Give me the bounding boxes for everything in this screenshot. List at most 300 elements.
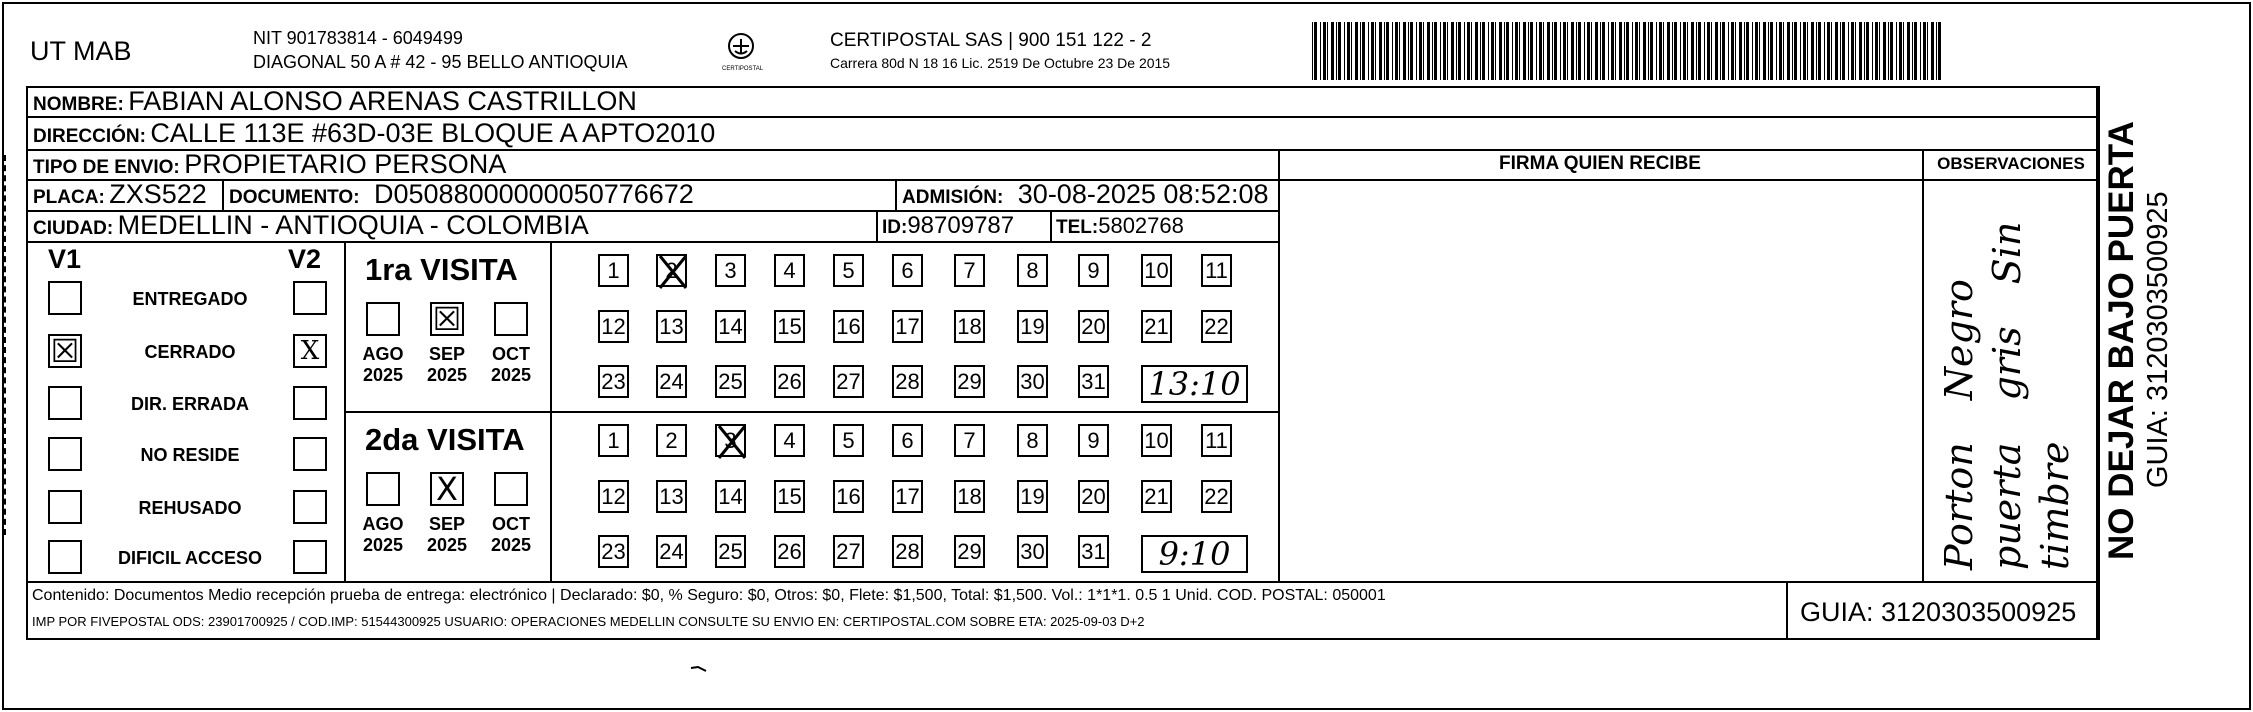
barcode-bar — [1608, 22, 1609, 80]
admission-value: 30-08-2025 08:52:08 — [1017, 179, 1269, 209]
visit2-day-box[interactable] — [1141, 480, 1172, 513]
id-value: 98709787 — [907, 212, 1015, 239]
visit1-day-number: 5 — [842, 258, 855, 283]
shipment-type: PROPIETARIO PERSONA — [184, 149, 507, 179]
visit2-year-label: 2025 — [362, 535, 404, 555]
visit1-day-box[interactable] — [656, 310, 687, 343]
visit2-day-box[interactable] — [954, 424, 985, 457]
visit2-day-box[interactable] — [1078, 424, 1109, 457]
visit1-day-box[interactable] — [656, 254, 687, 287]
name-label: NOMBRE: — [33, 94, 124, 115]
barcode-bar — [1707, 22, 1710, 80]
visit2-time-value: 9:10 — [1158, 535, 1231, 573]
id-cell — [882, 210, 1014, 244]
visit2-day-box[interactable] — [1141, 424, 1172, 457]
barcode-bar — [1530, 22, 1533, 80]
visit1-day-number: 19 — [1020, 314, 1045, 339]
barcode-bar — [1770, 22, 1773, 80]
sender-name: UT MAB — [30, 36, 132, 66]
visit2-day-box[interactable] — [774, 424, 805, 457]
visit1-day-box[interactable] — [833, 365, 864, 398]
visit1-day-number: 28 — [895, 369, 920, 394]
barcode-bar — [1680, 22, 1681, 80]
visit1-day-number: 8 — [1026, 258, 1039, 283]
visit1-day-check-mark — [656, 252, 692, 292]
status-option-label: CERRADO — [144, 342, 236, 362]
document-value: D05088000000050776672 — [374, 179, 694, 209]
visit2-day-number: 6 — [901, 428, 914, 453]
barcode-bar — [1416, 22, 1417, 80]
side-notice: NO DEJAR BAJO PUERTA — [2102, 121, 2141, 560]
visit2-day-number: 22 — [1204, 484, 1229, 509]
visit2-day-box[interactable] — [954, 535, 985, 568]
visit2-day-box[interactable] — [1017, 535, 1048, 568]
barcode-bar — [1539, 22, 1542, 80]
visit2-day-box[interactable] — [1078, 480, 1109, 513]
document-label: DOCUMENTO: — [229, 187, 360, 208]
barcode-bar — [1360, 22, 1361, 80]
barcode-bar — [1331, 22, 1334, 80]
visit1-day-box[interactable] — [954, 310, 985, 343]
barcode-bar — [1423, 22, 1424, 80]
visit2-day-number: 30 — [1020, 539, 1045, 564]
barcode-bar — [1735, 22, 1736, 80]
visit1-day-number: 29 — [957, 369, 982, 394]
visit2-day-number: 9 — [1087, 428, 1100, 453]
visit2-day-number: 21 — [1144, 484, 1169, 509]
barcode-bar — [1907, 22, 1910, 80]
barcode-bar — [1746, 22, 1749, 80]
visit1-day-box[interactable] — [1141, 310, 1172, 343]
visit1-day-box[interactable] — [833, 254, 864, 287]
v1-checkbox[interactable]: ☒ — [48, 334, 82, 368]
visit2-day-box[interactable] — [715, 424, 746, 457]
barcode-bar — [1883, 22, 1886, 80]
barcode-bar — [1362, 22, 1365, 80]
visit1-day-number: 2 — [665, 258, 678, 283]
left-margin-dash — [4, 155, 6, 535]
observations-header: OBSERVACIONES — [1937, 154, 2085, 173]
v2-checkbox[interactable] — [293, 490, 327, 524]
barcode-bar — [1355, 22, 1358, 80]
barcode-bar — [1696, 22, 1697, 80]
visit2-year-label: 2025 — [490, 535, 532, 555]
visit1-day-number: 13 — [659, 314, 684, 339]
visit2-day-box[interactable] — [715, 480, 746, 513]
shipment-type-label: TIPO DE ENVIO: — [33, 157, 180, 178]
visit2-day-box[interactable] — [892, 535, 923, 568]
barcode-bar — [1467, 22, 1470, 80]
visit2-day-number: 1 — [607, 428, 620, 453]
barcode-bar — [1663, 22, 1664, 80]
tel-value: 5802768 — [1098, 213, 1184, 238]
name-row — [33, 86, 637, 121]
admission-label: ADMISIÓN: — [902, 187, 1004, 208]
signature-header: FIRMA QUIEN RECIBE — [1499, 153, 1701, 174]
visit1-month-checkbox[interactable] — [494, 302, 528, 336]
visit2-day-box[interactable] — [1201, 424, 1232, 457]
visit1-day-box[interactable] — [892, 310, 923, 343]
visit1-month-label: AGO — [362, 344, 404, 364]
plate-label: PLACA: — [33, 187, 105, 208]
visit2-day-box[interactable] — [715, 535, 746, 568]
barcode-bar — [1499, 22, 1502, 80]
visit1-day-box[interactable] — [598, 254, 629, 287]
tel-divider — [1050, 210, 1052, 241]
visit2-day-box[interactable] — [656, 535, 687, 568]
v1-checkbox[interactable] — [48, 386, 82, 420]
id-label: ID: — [882, 217, 908, 238]
visit2-day-number: 2 — [665, 428, 678, 453]
visit1-day-box[interactable] — [715, 310, 746, 343]
visit1-month-label: SEP — [428, 344, 466, 364]
barcode-bar — [1595, 22, 1598, 80]
barcode-bar — [1528, 22, 1529, 80]
barcode-bar — [1763, 22, 1766, 80]
v1-checkbox[interactable] — [48, 490, 82, 524]
barcode-bar — [1314, 22, 1317, 80]
barcode-bar — [1794, 22, 1797, 80]
barcode-bar — [1471, 22, 1472, 80]
barcode-bar — [1327, 22, 1328, 80]
barcode-bar — [1890, 22, 1893, 80]
visit2-day-box[interactable] — [833, 535, 864, 568]
barcode-bar — [1491, 22, 1494, 80]
barcode-bar — [1523, 22, 1526, 80]
barcode-bar — [1464, 22, 1465, 80]
visit2-day-box[interactable] — [774, 480, 805, 513]
visit1-day-number: 11 — [1205, 258, 1228, 283]
visit1-day-number: 20 — [1081, 314, 1106, 339]
visit1-day-number: 1 — [607, 258, 620, 283]
barcode-bar — [1674, 22, 1677, 80]
city-label: CIUDAD: — [33, 218, 114, 239]
status-option-label: REHUSADO — [138, 498, 242, 518]
visit1-day-box[interactable] — [954, 254, 985, 287]
barcode-bar — [1371, 22, 1374, 80]
visit1-year-label: 2025 — [490, 365, 532, 385]
barcode-bar — [1447, 22, 1448, 80]
visit2-month-checkbox[interactable] — [494, 472, 528, 506]
visit2-time-box[interactable] — [1141, 535, 1248, 573]
visit2-day-box[interactable] — [598, 535, 629, 568]
visit1-day-box[interactable] — [892, 254, 923, 287]
barcode-bar — [1488, 22, 1489, 80]
visit2-day-number: 11 — [1205, 428, 1228, 453]
visit2-day-box[interactable] — [1201, 480, 1232, 513]
barcode-bar — [1519, 22, 1520, 80]
visit1-day-box[interactable] — [1017, 310, 1048, 343]
barcode-bar — [1672, 22, 1673, 80]
visit1-day-number: 12 — [601, 314, 626, 339]
barcode-bar — [1552, 22, 1553, 80]
visit2-day-number: 13 — [659, 484, 684, 509]
v1-checkbox[interactable] — [48, 437, 82, 471]
barcode-bar — [1752, 22, 1753, 80]
side-guia: GUIA: 3120303500925 — [2142, 191, 2174, 488]
visit1-day-number: 31 — [1081, 369, 1106, 394]
barcode-bar — [1875, 22, 1878, 80]
visit2-day-number: 7 — [963, 428, 976, 453]
status-option-label: ENTREGADO — [132, 289, 248, 309]
visit2-day-number: 12 — [601, 484, 626, 509]
barcode-bar — [1456, 22, 1457, 80]
visit1-day-box[interactable] — [1201, 254, 1232, 287]
visit2-day-box[interactable] — [774, 535, 805, 568]
barcode-bar — [1587, 22, 1590, 80]
visit1-month-checkbox[interactable] — [366, 302, 400, 336]
visit1-day-box[interactable] — [656, 365, 687, 398]
visit1-day-number: 23 — [601, 369, 626, 394]
recipient-address: CALLE 113E #63D-03E BLOQUE A APTO2010 — [150, 118, 716, 148]
barcode-bar — [1576, 22, 1577, 80]
visit1-day-number: 21 — [1144, 314, 1169, 339]
status-option-label: NO RESIDE — [140, 445, 240, 465]
footer-guia: GUIA: 3120303500925 — [1800, 597, 2077, 627]
barcode-bar — [1619, 22, 1622, 80]
v2-checkbox[interactable] — [293, 437, 327, 471]
visit1-day-number: 6 — [901, 258, 914, 283]
footer-guia-divider — [1786, 581, 1788, 640]
visit2-day-number: 10 — [1144, 428, 1169, 453]
visit2-day-number: 24 — [659, 539, 684, 564]
visit2-day-box[interactable] — [1017, 480, 1048, 513]
barcode-bar — [1731, 22, 1734, 80]
visit1-day-box[interactable] — [1201, 310, 1232, 343]
barcode-bar — [1434, 22, 1437, 80]
visit1-day-box[interactable] — [598, 365, 629, 398]
barcode-bar — [1554, 22, 1557, 80]
visit2-day-box[interactable] — [892, 424, 923, 457]
visit2-day-box[interactable] — [598, 424, 629, 457]
barcode-bar — [1626, 22, 1629, 80]
visit2-day-number: 5 — [842, 428, 855, 453]
visit1-day-box[interactable] — [1017, 365, 1048, 398]
barcode-bar — [1872, 22, 1873, 80]
visit1-day-box[interactable] — [1017, 254, 1048, 287]
barcode-bar — [1859, 22, 1862, 80]
barcode-bar — [1443, 22, 1446, 80]
v2-checkbox[interactable] — [293, 540, 327, 574]
v1-label: V1 — [48, 244, 82, 274]
barcode-bar — [1920, 22, 1921, 80]
visit2-month-label: SEP — [428, 514, 466, 534]
v2-checkbox[interactable] — [293, 281, 327, 315]
barcode-bar — [1811, 22, 1814, 80]
barcode-bar — [1792, 22, 1793, 80]
visit2-month-label: OCT — [492, 514, 530, 534]
visit2-day-box[interactable] — [1017, 424, 1048, 457]
barcode-bar — [1807, 22, 1808, 80]
barcode-bar — [1927, 22, 1928, 80]
visit2-day-box[interactable] — [954, 480, 985, 513]
plate-divider — [222, 179, 224, 210]
visit1-day-box[interactable] — [715, 365, 746, 398]
visit2-day-number: 8 — [1026, 428, 1039, 453]
visit2-day-number: 20 — [1081, 484, 1106, 509]
visit2-day-box[interactable] — [892, 480, 923, 513]
barcode-bar — [1818, 22, 1821, 80]
barcode-bar — [1440, 22, 1441, 80]
barcode-bar — [1408, 22, 1409, 80]
visit1-day-number: 26 — [777, 369, 802, 394]
courier-address: Carrera 80d N 18 16 Lic. 2519 De Octubre 23 De 2015 — [830, 55, 1171, 71]
barcode-bar — [1720, 22, 1721, 80]
visit1-day-box[interactable] — [833, 310, 864, 343]
visit1-day-box[interactable] — [1141, 254, 1172, 287]
signature-col-left — [1278, 149, 1280, 581]
barcode-bar — [1835, 22, 1838, 80]
barcode-bar — [1482, 22, 1485, 80]
visit2-day-box[interactable] — [833, 424, 864, 457]
admission-cell — [902, 179, 1269, 214]
barcode-bar — [1312, 22, 1313, 80]
barcode-bar — [1643, 22, 1646, 80]
barcode-bar — [1635, 22, 1638, 80]
barcode-bar — [1800, 22, 1801, 80]
barcode-bar — [1827, 22, 1830, 80]
plate-value: ZXS522 — [109, 179, 207, 209]
visit1-day-box[interactable] — [954, 365, 985, 398]
barcode-bar — [1386, 22, 1389, 80]
visit1-day-number: 25 — [718, 369, 743, 394]
plate-cell — [33, 179, 207, 214]
visit1-day-number: 16 — [836, 314, 861, 339]
visit2-day-box[interactable] — [833, 480, 864, 513]
visit2-day-check-mark — [715, 422, 751, 462]
visit2-month-checkbox[interactable] — [366, 472, 400, 506]
logo-caption: CERTIPOSTAL — [722, 66, 764, 72]
barcode-bar — [1351, 22, 1352, 80]
visit1-day-box[interactable] — [774, 365, 805, 398]
barcode-bar — [1506, 22, 1509, 80]
visit1-month-checkbox[interactable]: ☒ — [430, 302, 464, 336]
visit2-day-box[interactable] — [656, 424, 687, 457]
barcode-bar — [1683, 22, 1686, 80]
barcode-bar — [1515, 22, 1518, 80]
barcode-bar — [1344, 22, 1345, 80]
barcode-bar — [1338, 22, 1341, 80]
visit1-day-box[interactable] — [1078, 365, 1109, 398]
barcode-bar — [1759, 22, 1760, 80]
barcode-bar — [1547, 22, 1550, 80]
barcode-bar — [1624, 22, 1625, 80]
barcode-bar — [1632, 22, 1633, 80]
visit1-month-label: OCT — [492, 344, 530, 364]
barcode-bar — [1744, 22, 1745, 80]
visit-row-divider — [344, 411, 1278, 413]
visit1-day-box[interactable] — [774, 254, 805, 287]
visit1-year-label: 2025 — [426, 365, 468, 385]
barcode-bar — [1755, 22, 1758, 80]
visit2-day-number: 18 — [957, 484, 982, 509]
barcode-bar — [1855, 22, 1856, 80]
barcode-bar — [1936, 22, 1937, 80]
barcode-bar — [1504, 22, 1505, 80]
visit1-day-box[interactable] — [598, 310, 629, 343]
barcode-bar — [1803, 22, 1806, 80]
visit1-day-number: 7 — [963, 258, 976, 283]
barcode-bar — [1395, 22, 1398, 80]
sender-nit: NIT 901783814 - 6049499 — [253, 28, 463, 48]
visit1-day-box[interactable] — [892, 365, 923, 398]
visit1-day-number: 3 — [724, 258, 737, 283]
footer-print-info: IMP POR FIVEPOSTAL ODS: 23901700925 / COD.IMP: 51544300925 USUARIO: OPERACIONES MEDELLIN CONSULTE SU ENVIO EN: CERTIPOSTAL.COM SOBRE ETA: 2025-09-03 D+2 — [32, 614, 1145, 629]
visit2-month-label: AGO — [362, 514, 404, 534]
visit2-day-number: 26 — [777, 539, 802, 564]
visit2-day-number: 23 — [601, 539, 626, 564]
barcode-bar — [1591, 22, 1592, 80]
visit1-day-number: 14 — [718, 314, 743, 339]
barcode-bar — [1567, 22, 1568, 80]
v1-checkbox[interactable] — [48, 540, 82, 574]
address-label: DIRECCIÓN: — [33, 126, 146, 147]
barcode-bar — [1888, 22, 1889, 80]
status-option-label: DIFICIL ACCESO — [117, 548, 262, 568]
barcode-bar — [1864, 22, 1865, 80]
visit2-day-number: 28 — [895, 539, 920, 564]
barcode-bar — [1779, 22, 1782, 80]
visit1-day-box[interactable] — [1078, 310, 1109, 343]
barcode-bar — [1691, 22, 1694, 80]
visit1-day-box[interactable] — [1078, 254, 1109, 287]
visit1-day-number: 4 — [783, 258, 796, 283]
visit1-time-value: 13:10 — [1148, 365, 1241, 403]
barcode-bar — [1923, 22, 1926, 80]
barcode-bar — [1715, 22, 1718, 80]
v1-checkbox[interactable] — [48, 281, 82, 315]
barcode-bar — [1667, 22, 1670, 80]
visit1-year-label: 2025 — [362, 365, 404, 385]
visit1-day-box[interactable] — [715, 254, 746, 287]
visit2-month-checkbox[interactable]: X — [430, 472, 464, 506]
barcode-bar — [1879, 22, 1880, 80]
visit1-day-number: 9 — [1087, 258, 1100, 283]
visit2-day-box[interactable] — [1078, 535, 1109, 568]
barcode-bar — [1578, 22, 1581, 80]
barcode-bar — [1768, 22, 1769, 80]
visit2-year-label: 2025 — [426, 535, 468, 555]
tel-cell — [1056, 210, 1184, 244]
barcode-bar — [1323, 22, 1326, 80]
v2-checkbox[interactable]: X — [293, 334, 327, 368]
barcode-bar — [1536, 22, 1537, 80]
stray-mark — [690, 659, 708, 665]
barcode-bar — [1495, 22, 1496, 80]
barcode-bar — [1851, 22, 1854, 80]
barcode-bar — [1698, 22, 1701, 80]
v2-checkbox[interactable] — [293, 386, 327, 420]
visit1-day-number: 24 — [659, 369, 684, 394]
barcode-bar — [1399, 22, 1400, 80]
visit2-day-box[interactable] — [598, 480, 629, 513]
barcode-bar — [1938, 22, 1941, 80]
barcode-bar — [1584, 22, 1585, 80]
visit2-day-number: 4 — [783, 428, 796, 453]
barcode-bar — [1656, 22, 1657, 80]
visit1-day-box[interactable] — [774, 310, 805, 343]
barcode-bar — [1659, 22, 1662, 80]
barcode-bar — [1639, 22, 1640, 80]
visit2-day-box[interactable] — [656, 480, 687, 513]
barcode-bar — [1320, 22, 1321, 80]
recipient-name: FABIAN ALONSO ARENAS CASTRILLON — [128, 86, 637, 116]
visit2-day-number: 19 — [1020, 484, 1045, 509]
footer-contents: Contenido: Documentos Medio recepción prueba de entrega: electrónico | Declarado: $0, % Seguro: $0, Otros: $0, Flete: $1,500, Total: $1,500. Vol.: 1*1*1. 0.5 1 Unid. COD. POSTAL: 050001 — [32, 587, 1386, 604]
visit1-time-box[interactable] — [1141, 365, 1248, 403]
visit1-day-number: 27 — [836, 369, 861, 394]
barcode-bar — [1903, 22, 1904, 80]
